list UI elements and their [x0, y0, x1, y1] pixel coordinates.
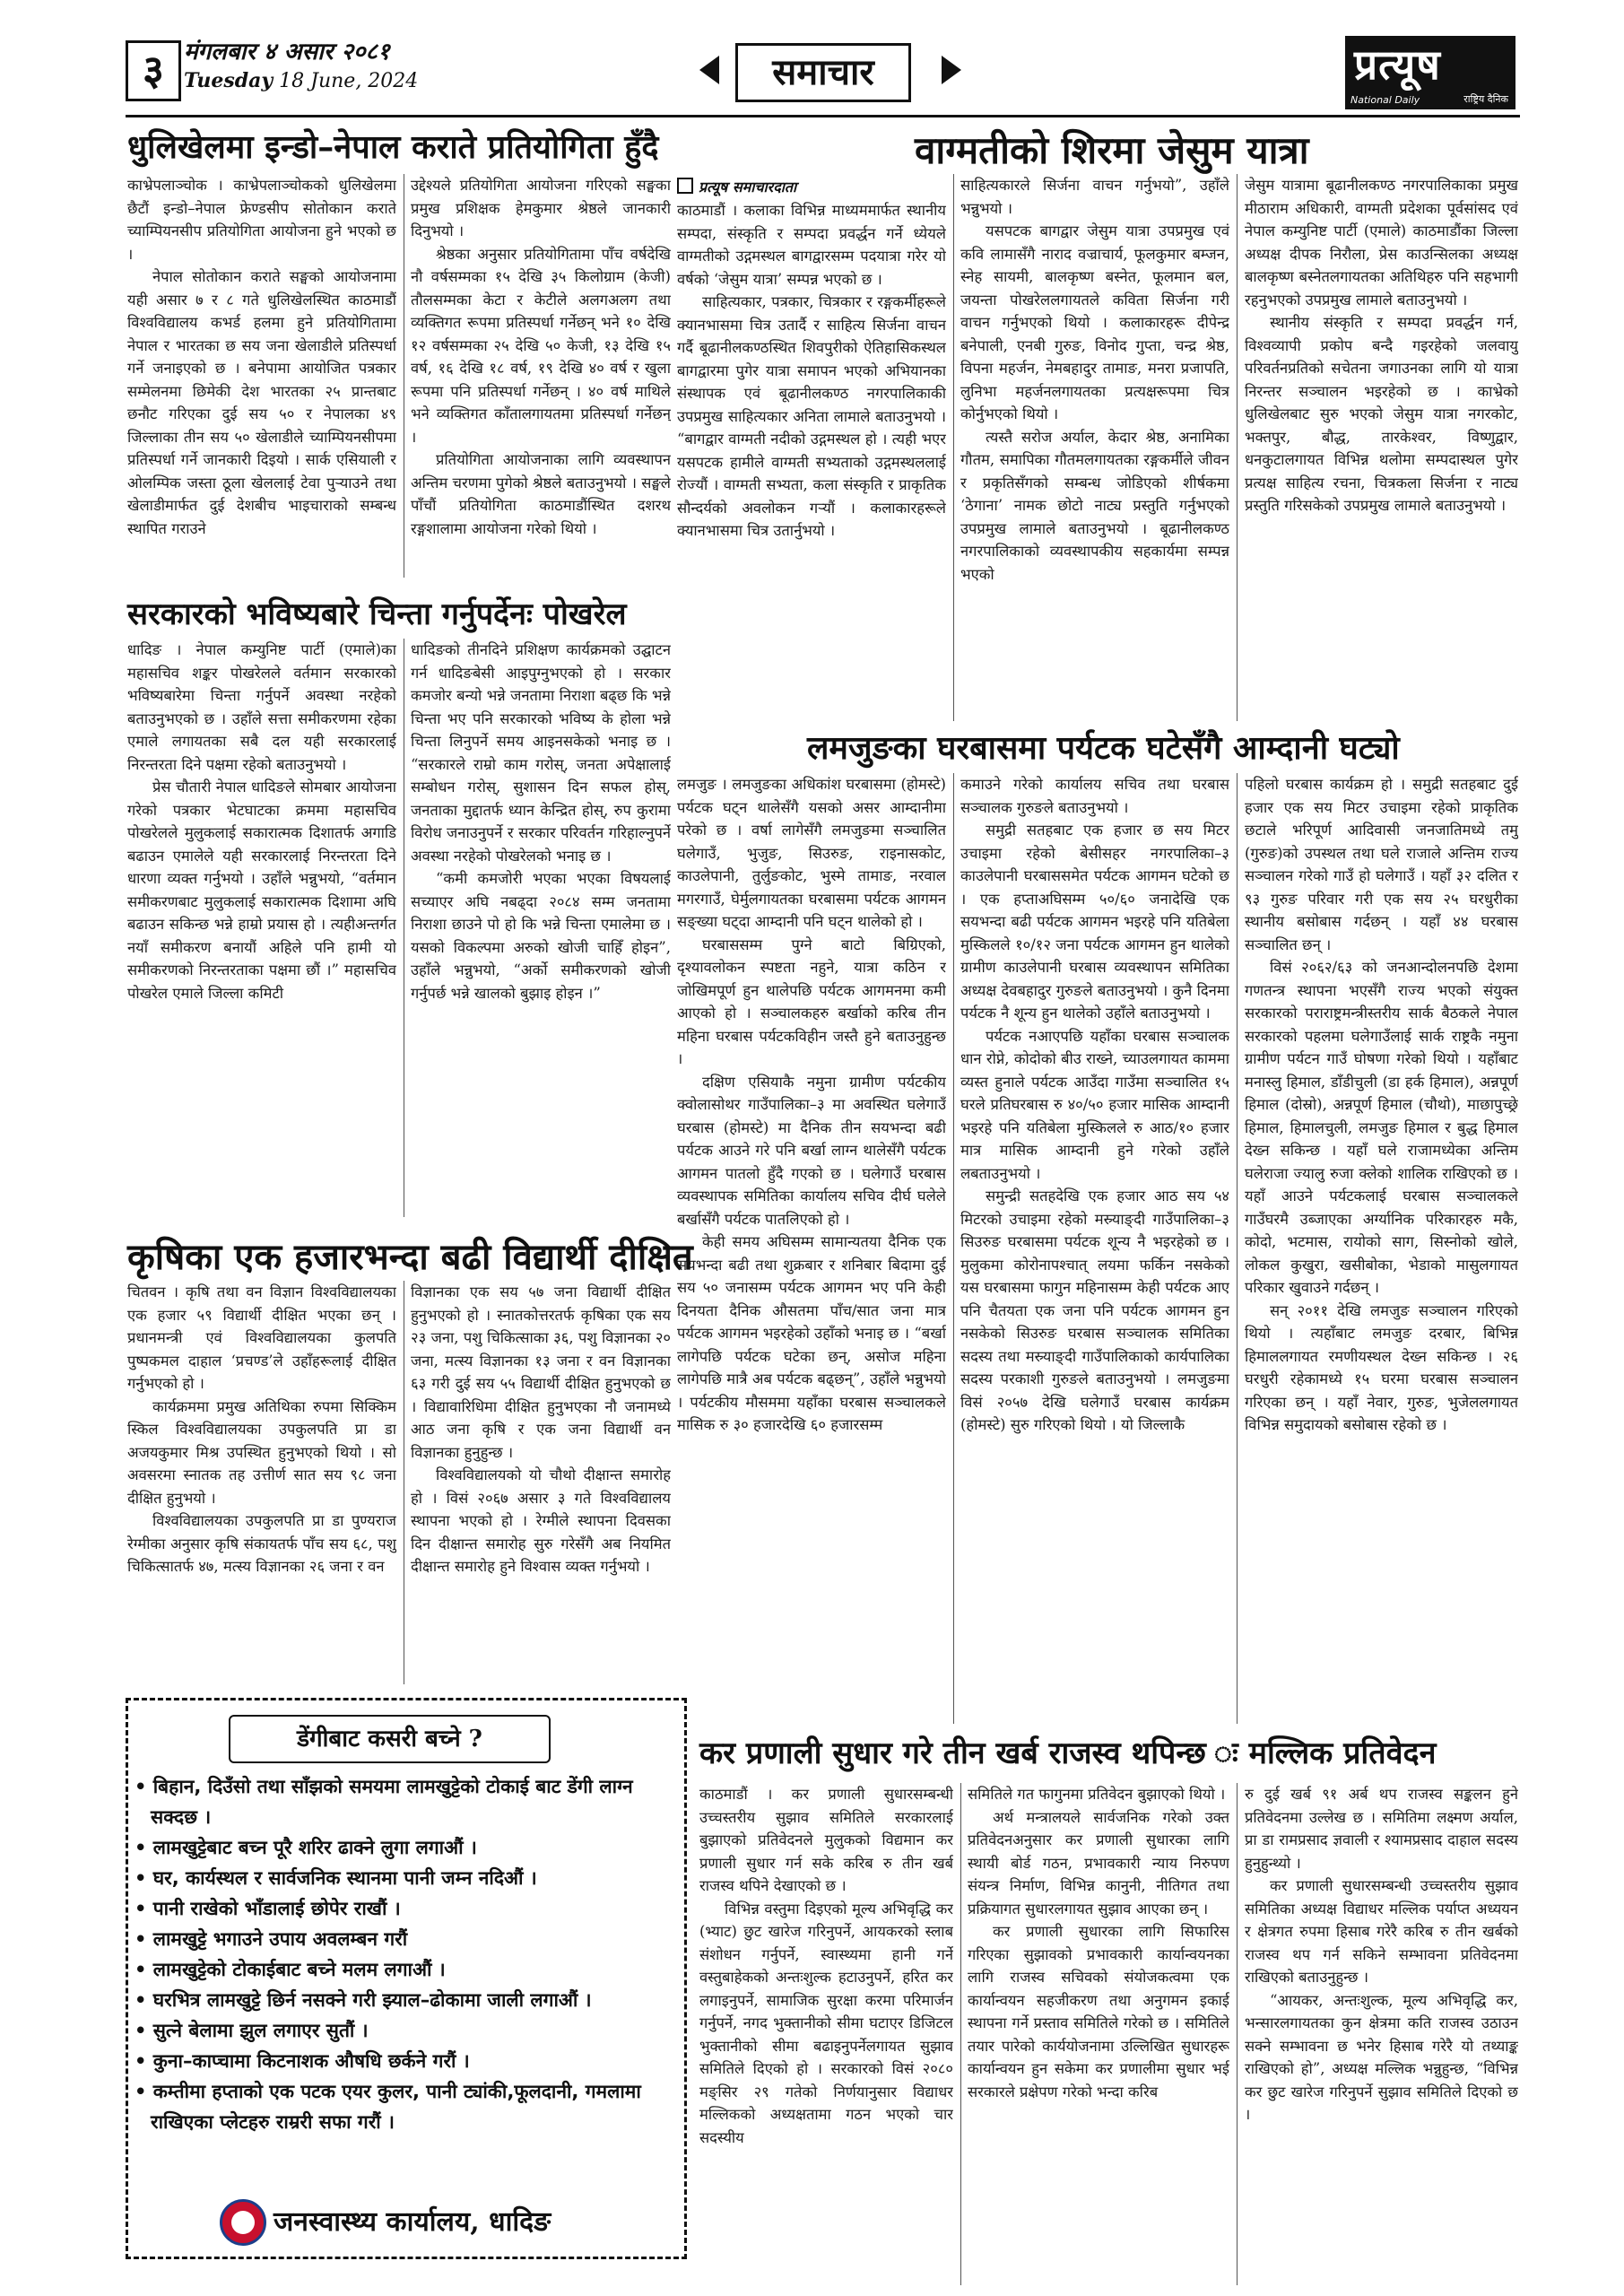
paragraph: विभिन्न वस्तुमा दिइएको मूल्य अभिवृद्धि कर (भ्याट) छुट खारेज गरिनुपर्ने, आयकरको स्लाब संशोधन गर्नुपर्ने, स्वास्थ्यमा हानी गर्ने वस्तुबाहेकको अन्तःशुल्क हटाउनुपर्ने, हरित कर लगाइनुपर्ने, सामाजिक सुरक्षा करमा परिमार्जन गर्नुपर्ने, नगद भुक्तानीको सीमा घटाएर डिजिटल भुक्तानीको सीमा बढाइनुपर्नेलगायत सुझाव समितिले दिएको हो । सरकारको विसं २०८० मङ्सिर २९ गतेको निर्णयानुसार विद्याधर मल्लिकको अध्यक्षतामा गठन भएको चार सदस्यीय	[699, 1900, 953, 2146]
column-divider	[1237, 773, 1238, 1724]
list-item: • कम्तीमा हप्ताको एक पटक एयर कुलर, पानी ट्यांकी,फूलदानी, गमलामा राखिएका प्लेटहरु राम्ररी सफा गरौं ।	[135, 2081, 641, 2133]
paragraph: नेपाल सोतोकान कराते सङ्घको आयोजनामा यही असार ७ र ८ गते धुलिखेलस्थित काठमाडौं विश्वविद्यालय कभर्ड हलमा हुने प्रतियोगितामा नेपाल र भारतका छ सय जना खेलाडीले प्रतिस्पर्धा गर्ने जनाइएको छ । बनेपामा आयोजित पत्रकार सम्मेलनमा छिमेकी देश भारतका २५ प्रान्तबाट छनौट गरिएका दुई सय ५० र नेपालका ४९ जिल्लाका तीन सय ५० खेलाडीले च्याम्पियनसीपमा प्रतिस्पर्धा गर्ने जानकारी दिइयो । सार्क एसियाली र ओलम्पिक जस्ता ठूला खेललाई टेवा पुऱ्याउने तथा खेलाडीमार्फत दुई देशबीच भाइचाराको सम्बन्ध स्थापित गराउने	[127, 268, 396, 537]
lamjung-col-3	[1245, 773, 1518, 1724]
column-divider	[1237, 174, 1238, 721]
header-rule	[126, 115, 1520, 117]
agri-col-2	[411, 1281, 671, 1684]
list-item: • बिहान, दिउँसो तथा साँझको समयमा लामखुट्टेको टोकाई बाट डेंगी लाग्न सक्दछ ।	[135, 1776, 633, 1828]
paragraph: कार्यक्रममा प्रमुख अतिथिका रुपमा सिक्किम स्किल विश्वविद्यालयका उपकुलपति प्रा डा अजयकुमार मिश्र उपस्थित हुनुभएको थियो । सो अवसरमा स्नातक तह उत्तीर्ण सात सय ९८ जना दीक्षित हुनुभयो ।	[127, 1397, 396, 1507]
paragraph: विज्ञानका एक सय ५७ जना विद्यार्थी दीक्षित हुनुभएको हो । स्नातकोत्तरतर्फ कृषिका एक सय २३ जना, पशु चिकित्साका ३६, पशु विज्ञानका २० जना, मत्स्य विज्ञानका १३ जना र वन विज्ञानका ६३ गरी दुई सय ५५ विद्यार्थी दीक्षित हुनुभएको छ । विद्यावारिधिमा दीक्षित हुनुभएका नौ जनामध्ये आठ जना कृषि र एक जना विद्यार्थी वन विज्ञानका हुनुहुन्छ ।	[411, 1283, 671, 1461]
column-divider	[960, 1783, 961, 2285]
date-english: 18 June, 2024	[279, 69, 419, 92]
section-title: समाचार	[735, 43, 911, 102]
paragraph: विसं २०६२/६३ को जनआन्दोलनपछि देशमा गणतन्त्र स्थापना भएसँगै राज्य भएको संयुक्त सरकारको पराराष्ट्रमन्त्रीस्तरीय सार्क बैठकले नेपाल सरकारको पहलमा घलेगाउँलाई सार्क राष्ट्रकै नमुना ग्रामीण पर्यटन गाउँ घोषणा गरेको थियो । यहाँबाट मनास्लु हिमाल, डाँडीचुली (डा हर्क हिमाल), अन्नपूर्ण हिमाल (दोस्रो), अन्नपूर्ण हिमाल (चौथो), माछापुच्छ्रे हिमाल, हिमालचुली, लमजुङ हिमाल र बुद्ध हिमाल देख्न सकिन्छ । यहाँ घले राजामध्येका अन्तिम घलेराजा ज्यालु रुजा क्लेको शालिक राखिएको छ । यहाँ आउने पर्यटकलाई घरबास सञ्चालकले गाउँघरमै उब्जाएका अर्ग्यानिक परिकारहरु मकै, कोदो, भटमास, रायोको साग, सिस्नोको खोले, लोकल कुखुरा, खसीबोका, भेडाको मासुलगायत परिकार खुवाउने गर्दछन् ।	[1245, 959, 1518, 1296]
pokharel-col-2	[411, 639, 671, 1217]
paragraph: लमजुङ । लमजुङका अधिकांश घरबासमा (होमस्टे) पर्यटक घट्न थालेसँगै यसको असर आम्दानीमा परेको छ । वर्षा लागेसँगै लमजुङमा सञ्चालित घलेगाउँ, भुजुङ, सिउरुङ, राइनासकोट, काउलेपानी, तुर्लुङकोट, भुस्मे तामाङ, नरवाल मगरगाउँ, घेर्मुलगायतका घरबासमा पर्यटक आगमन सङ्ख्या घट्दा आम्दानी पनि घट्न थालेको हो ।	[677, 776, 946, 930]
list-item: • लामखुट्टेको टोकाईबाट बच्ने मलम लगाऔं ।	[135, 1959, 446, 1980]
paragraph: काभ्रेपलाञ्चोक । काभ्रेपलाञ्चोकको धुलिखेलमा छैटौं इन्डो–नेपाल फ्रेण्डसीप सोतोकान कराते च्याम्पियनसीप प्रतियोगिता आयोजना हुने भएको छ ।	[127, 177, 396, 263]
paragraph: उद्देश्यले प्रतियोगिता आयोजना गरिएको सङ्घका प्रमुख प्रशिक्षक हेमकुमार श्रेष्ठले जानकारी दिनुभयो ।	[411, 177, 671, 239]
date-english-day: Tuesday	[184, 68, 274, 92]
headline-lamjung: लमजुङका घरबासमा पर्यटक घटेसँगै आम्दानी घट्यो	[807, 729, 1400, 767]
jesum-col-1	[677, 199, 946, 724]
paragraph: काठमाडौं । कर प्रणाली सुधारसम्बन्धी उच्चस्तरीय सुझाव समितिले सरकारलाई बुझाएको प्रतिवेदनले मुलुकको विद्यमान कर प्रणाली सुधार गर्न सके करिब रु तीन खर्ब राजस्व थपिने देखाएको छ ।	[699, 1786, 953, 1894]
paragraph: काठमाडौं । कलाका विभिन्न माध्यममार्फत स्थानीय सम्पदा, संस्कृति र सम्पदा प्रवर्द्धन गर्ने ध्येयले वाग्मतीको उद्गमस्थल बागद्वारसम्म पदयात्रा गरेर यो वर्षको ‘जेसुम यात्रा’ सम्पन्न भएको छ ।	[677, 202, 946, 288]
paragraph: प्रेस चौतारी नेपाल धादिङले सोमबार आयोजना गरेको पत्रकार भेटघाटका क्रममा महासचिव पोखरेलले मुलुकलाई सकारात्मक दिशातर्फ अगाडि बढाउन एमालेले यही सरकारलाई निरन्तरता दिने धारणा व्यक्त गर्नुभयो । उहाँले भन्नुभयो, “वर्तमान समीकरणबाट मुलुकलाई सकारात्मक दिशामा अघि बढाउन सकिन्छ भन्ने हाम्रो प्रयास हो । त्यहीअन्तर्गत नयाँ समीकरण बनायौं अहिले पनि हामी यो समीकरणको निरन्तरताका पक्षमा छौं ।” महासचिव पोखरेल एमाले जिल्ला कमिटी	[127, 778, 396, 1002]
list-item: • पानी राखेको भाँडालाई छोपेर राखौं ।	[135, 1898, 401, 1919]
paragraph: जेसुम यात्रामा बूढानीलकण्ठ नगरपालिकाका प्रमुख मीठाराम अधिकारी, वाग्मती प्रदेशका पूर्वसांसद एवं नेपाल कम्युनिष्ट पार्टी (एमाले) काठमाडौंका जिल्ला अध्यक्ष दीपक निरौला, प्रेस काउन्सिलका अध्यक्ष बालकृष्ण बस्नेतलगायतका अतिथिहरु पनि सहभागी रहनुभएको उपप्रमुख लामाले बताउनुभयो ।	[1245, 177, 1518, 309]
paragraph: धादिङ । नेपाल कम्युनिष्ट पार्टी (एमाले)का महासचिव शङ्कर पोखरेलले वर्तमान सरकारको भविष्यबारेमा चिन्ता गर्नुपर्ने अवस्था नरहेको बताउनुभएको छ । उहाँले सत्ता समीकरणमा रहेका एमाले लगायतका सबै दल यही सरकारलाई निरन्तरता दिने पक्षमा रहेको बताउनुभयो ।	[127, 641, 396, 773]
paragraph: साहित्यकार, पत्रकार, चित्रकार र रङ्गकर्मीहरूले क्यानभासमा चित्र उतार्दै र साहित्य सिर्जना वाचन गर्दै बूढानीलकण्ठस्थित शिवपुरीको ऐतिहासिकस्थल बागद्वारमा पुगेर यात्रा समापन भएको अभियानका संस्थापक एवं बूढानीलकण्ठ नगरपालिकाकी उपप्रमुख साहित्यकार अनिता लामाले बताउनुभयो । “बागद्वार वाग्मती नदीको उद्गमस्थल हो । त्यही भएर यसपटक हामीले वाग्मती सभ्यताको उद्गमस्थललाई रोज्यौं । वाग्मती सभ्यता, कला संस्कृति र प्राकृतिक सौन्दर्यको अवलोकन गऱ्यौं । कलाकारहरूले क्यानभासमा चित्र उतार्नुभयो ।	[677, 293, 946, 539]
paragraph: कर प्रणाली सुधारसम्बन्धी उच्चस्तरीय सुझाव समितिका अध्यक्ष विद्याधर मल्लिक पर्याप्त अध्ययन र क्षेत्रगत रुपमा हिसाब गरेरै करिब रु तीन खर्बको राजस्व थप गर्न सकिने सम्भावना प्रतिवेदनमा राखिएको बताउनुहुन्छ ।	[1245, 1877, 1518, 1986]
karate-col-1	[127, 174, 396, 578]
paragraph: समुन्द्री सतहदेखि एक हजार आठ सय ५४ मिटरको उचाइमा रहेको मस्र्याङ्दी गाउँपालिका–३ सिउरुङ घरबासमा पर्यटक शून्य नै भइरहेको छ । मुलुकमा कोरोनापश्चात् लयमा फर्किन नसकेको यस घरबासमा फागुन महिनासम्म केही पर्यटक आए पनि चैतयता एक जना पनि पर्यटक आगमन हुन नसकेको सिउरुङ घरबास सञ्चालक समितिका सदस्य तथा मस्र्याङ्दी गाउँपालिकाको कार्यपालिका सदस्य परकाशी गुरुङले बताउनुभयो । लमजुङमा विसं २०५७ देखि घलेगाउँ घरबास कार्यक्रम (होमस्टे) सुरु गरिएको थियो । यो जिल्लाकै	[960, 1187, 1229, 1433]
jesum-col-3	[1245, 174, 1518, 721]
dengue-title: डेंगीबाट कसरी बच्ने ?	[229, 1715, 551, 1763]
paragraph: समुद्री सतहबाट एक हजार छ सय मिटर उचाइमा रहेको बेसीसहर नगरपालिका–३ काउलेपानी घरबाससमेत पर्यटक आगमन घटेको छ । एक हप्ताअघिसम्म ५०/६० जनादेखि एक सयभन्दा बढी पर्यटक आगमन भइरहे पनि यतिबेला मुस्किलले १०/१२ जना पर्यटक आगमन हुन थालेको ग्रामीण काउलेपानी घरबास व्यवस्थापन समितिका अध्यक्ष देवबहादुर गुरुङले बताउनुभयो । कुनै दिनमा पर्यटक नै शून्य हुन थालेको उहाँले बताउनुभयो ।	[960, 822, 1229, 1022]
list-item: • लामखुट्टे भगाउने उपाय अवलम्बन गरौं	[135, 1928, 408, 1950]
list-item: • घरभित्र लामखुट्टे छिर्न नसक्ने गरी झ्याल–ढोकामा जाली लगाऔं ।	[135, 1989, 592, 2011]
column-divider	[1237, 1783, 1238, 2285]
newspaper-logo	[1345, 36, 1515, 109]
logo-text: प्रत्यूष	[1354, 40, 1441, 89]
paragraph: कमाउने गरेको कार्यालय सचिव तथा घरबास सञ्चालक गुरुङले बताउनुभयो ।	[960, 776, 1229, 816]
logo-sub-english: National Daily	[1350, 94, 1420, 106]
dengue-list	[135, 1771, 673, 2137]
list-item: • घर, कार्यस्थल र सार्वजनिक स्थानमा पानी जम्न नदिऔं ।	[135, 1867, 537, 1889]
paragraph: स्थानीय संस्कृति र सम्पदा प्रवर्द्धन गर्न, विश्वव्यापी प्रकोप बन्दै गइरहेको जलवायु परिवर्तनप्रतिको सचेतना जगाउनका लागि यो यात्रा निरन्तर सञ्चालन भइरहेको छ । काभ्रेको धुलिखेलबाट सुरु भएको जेसुम यात्रा नगरकोट, भक्तपुर, बौद्ध, तारकेश्वर, विष्णुद्वार, धनकुटालगायत विभिन्न थलोमा सम्पदास्थल पुगेर प्रत्यक्ष साहित्य रचना, चित्रकला सिर्जना र नाट्य प्रस्तुति गरिसकेको उपप्रमुख लामाले बताउनुभयो ।	[1245, 314, 1518, 514]
paragraph: चितवन । कृषि तथा वन विज्ञान विश्वविद्यालयका एक हजार ५९ विद्यार्थी दीक्षित भएका छन् । प्रधानमन्त्री एवं विश्वविद्यालयका कुलपति पुष्पकमल दाहाल ‘प्रचण्ड’ले उहाँहरूलाई दीक्षित गर्नुभएको हो ।	[127, 1283, 396, 1392]
karate-col-2	[411, 174, 671, 578]
paragraph: पहिलो घरबास कार्यक्रम हो । समुद्री सतहबाट दुई हजार एक सय मिटर उचाइमा रहेको प्राकृतिक छटाले भरिपूर्ण आदिवासी जनजातिमध्ये तमु (गुरुङ)को उपस्थल तथा घले राजाले अन्तिम राज्य सञ्चालन गरेको गाउँ हो घलेगाउँ । यहाँ ३२ दलित र ९३ गुरुङ परिवार गरी एक सय २५ घरधुरीका स्थानीय बसोबास गर्दछन् । यहाँ ४४ घरबास सञ्चालित छन् ।	[1245, 776, 1518, 953]
paragraph: यसपटक बागद्वार जेसुम यात्रा उपप्रमुख एवं कवि लामासँगै नाराद वज्राचार्य, फूलकुमार बम्जन, स्नेह सायमी, बालकृष्ण बस्नेत, फूलमान बल, जयन्ता पोखरेललगायतले कविता सिर्जना गरी वाचन गर्नुभएको थियो । कलाकारहरू दीपेन्द्र बनेपाली, एनबी गुरुङ, विनोद गुप्ता, चन्द्र श्रेष्ठ, विपना महर्जन, नेमबहादुर तामाङ, मनरा प्रजापति, लुनिभा महर्जनलगायतका प्रत्यक्षरूपमा चित्र कोर्नुभएको थियो ।	[960, 222, 1229, 422]
paragraph: अर्थ मन्त्रालयले सार्वजनिक गरेको उक्त प्रतिवेदनअनुसार कर प्रणाली सुधारका लागि स्थायी बोर्ड गठन, प्रभावकारी न्याय निरुपण संयन्त्र निर्माण, विभिन्न कानुनी, नीतिगत तथा प्रक्रियागत सुधारलगायत सुझाव आएका छन् ।	[968, 1808, 1229, 1918]
paragraph: श्रेष्ठका अनुसार प्रतियोगितामा पाँच वर्षदेखि नौ वर्षसम्मका १५ देखि ३५ किलोग्राम (केजी) तौलसम्मका केटा र केटीले अलगअलग तथा व्यक्तिगत रूपमा प्रतिस्पर्धा गर्नेछन् भने १० देखि १२ वर्षसम्मका २५ देखि ५० केजी, १३ देखि १५ वर्ष, १६ देखि १८ वर्ष, १९ देखि ४० वर्ष र खुला रूपमा पनि प्रतिस्पर्धा गर्नेछन् । ४० वर्ष माथिले भने व्यक्तिगत काँतालगायतमा प्रतिस्पर्धा गर्नेछन् ।	[411, 245, 671, 446]
paragraph: धादिङको तीनदिने प्रशिक्षण कार्यक्रमको उद्घाटन गर्न धादिङबेसी आइपुग्नुभएको हो । सरकार कमजोर बन्यो भन्ने जनतामा निराशा बढ्छ कि भन्ने चिन्ता भए पनि सरकारको भविष्य के होला भन्ने चिन्ता लिनुपर्ने समय आइनसकेको भनाइ छ । “सरकारले राम्रो काम गरोस्, जनता अपेक्षालाई सम्बोधन गरोस्, सुशासन दिन सफल होस्, जनताका मुद्दातर्फ ध्यान केन्द्रित होस्, रुप कुरामा विरोध जनाउनुपर्ने र सरकार परिवर्तन गरिहाल्नुपर्ने अवस्था नरहेको पोखरेलको भनाइ छ ।	[411, 641, 671, 865]
headline-agri: कृषिका एक हजारभन्दा बढी विद्यार्थी दीक्षित	[127, 1236, 693, 1278]
office-name: जनस्वास्थ्य कार्यालय, धादिङ	[274, 2206, 551, 2238]
tax-col-3	[1245, 1783, 1518, 2285]
headline-pokharel: सरकारको भविष्यबारे चिन्ता गर्नुपर्देनः पोखरेल	[127, 596, 627, 632]
headline-jesum: वाग्मतीको शिरमा जेसुम यात्रा	[915, 128, 1309, 172]
pokharel-col-1	[127, 639, 396, 1217]
logo-sub-nepali: राष्ट्रिय दैनिक	[1463, 93, 1508, 105]
paragraph: पर्यटक नआएपछि यहाँका घरबास सञ्चालक धान रोप्ने, कोदोको बीउ राख्ने, च्याउलगायत काममा व्यस्त हुनाले पर्यटक आउँदा गाउँमा सञ्चालित १५ घरले प्रतिघरबास रु ४०/५० हजार मासिक आम्दानी भइरहे पनि यतिबेला मुस्किलले रु आठ/१० हजार मात्र मासिक आम्दानी हुने गरेको उहाँले लबताउनुभयो ।	[960, 1027, 1229, 1182]
paragraph: केही समय अघिसम्म सामान्यतया दैनिक एक सयभन्दा बढी तथा शुक्रबार र शनिबार बिदामा दुई सय ५० जनासम्म पर्यटक आगमन भए पनि केही दिनयता दैनिक औसतमा पाँच/सात जना मात्र पर्यटक आगमन भइरहेको उहाँको भनाइ छ । “बर्खा लागेपछि पर्यटक घटेका छन्, असोज महिना लागेपछि मात्रै अब पर्यटक बढ्छन्”, उहाँले भन्नुभयो । पर्यटकीय मौसममा यहाँका घरबास सञ्चालकले मासिक रु ३० हजारदेखि ६० हजारसम्म	[677, 1233, 946, 1433]
paragraph: घरबाससम्म पुग्ने बाटो बिग्रिएको, दृश्यावलोकन स्पष्टता नहुने, यात्रा कठिन र जोखिमपूर्ण हुन थालेपछि पर्यटक आगमनमा कमी आएको हो । सञ्चालकहरु बर्खाको करिब तीन महिना घरबास पर्यटकविहीन जस्तै हुने बताउनुहुन्छ ।	[677, 935, 946, 1067]
paragraph: विश्वविद्यालयका उपकुलपति प्रा डा पुण्यराज रेग्मीका अनुसार कृषि संकायतर्फ पाँच सय ६८, पशु चिकित्सातर्फ ४७, मत्स्य विज्ञानका २६ जना र वन	[127, 1512, 396, 1575]
paragraph: दक्षिण एसियाकै नमुना ग्रामीण पर्यटकीय क्वोलासोथर गाउँपालिका–३ मा अवस्थित घलेगाउँ घरबास (होमस्टे) मा दैनिक तीन सयभन्दा बढी पर्यटक आउने गरे पनि बर्खा लाग्न थालेसँगै पर्यटक आगमन पातलो हुँदै गएको छ । घलेगाउँ घरबास व्यवस्थापक समितिका कार्यालय सचिव दीर्घ घलेले बर्खासँगै पर्यटक पातलिएको हो ।	[677, 1073, 946, 1228]
headline-karate: धुलिखेलमा इन्डो–नेपाल कराते प्रतियोगिता हुँदै	[127, 128, 659, 166]
paragraph: त्यस्तै सरोज अर्याल, केदार श्रेष्ठ, अनामिका गौतम, समापिका गौतमलगायतका रङ्गकर्मीले जीवन र प्रकृतिसँगको सम्बन्ध जोडिएको शीर्षकमा ‘ठेगाना’ नामक छोटो नाट्य प्रस्तुति गर्नुभएको उपप्रमुख लामाले बताउनुभयो । बूढानीलकण्ठ नगरपालिकाको व्यवस्थापकीय सहकार्यमा सम्पन्न भएको	[960, 428, 1229, 583]
triangle-right-icon	[942, 56, 961, 84]
paragraph: “आयकर, अन्तःशुल्क, मूल्य अभिवृद्धि कर, भन्सारलगायतका कुन क्षेत्रमा कति राजस्व उठाउन सक्ने सम्भावना छ भनेर हिसाब गरेरै यो तथ्याङ्क राखिएको हो”, अध्यक्ष मल्लिक भन्नुहुन्छ, “विभिन्न कर छुट खारेज गरिनुपर्ने सुझाव समितिले दिएको छ ।	[1245, 1991, 1518, 2123]
paragraph: “कमी कमजोरी भएका भएका विषयलाई सच्याएर अघि नबढ्दा २०८४ सम्म जनतामा निराशा छाउने पो हो कि भन्ने चिन्ता एमालेमा छ । यसको विकल्पमा अरुको खोजी चाहिँ होइन”, उहाँले भन्नुभयो, “अर्को समीकरणको खोजी गर्नुपर्छ भन्ने खालको बुझाइ होइन ।”	[411, 870, 671, 1002]
triangle-left-icon	[699, 56, 719, 84]
date-block	[184, 38, 418, 94]
headline-tax: कर प्रणाली सुधार गरे तीन खर्ब राजस्व थपिन्छ ः मल्लिक प्रतिवेदन	[699, 1735, 1437, 1771]
column-divider	[953, 773, 954, 1724]
agri-col-1	[127, 1281, 396, 1684]
lamjung-col-2	[960, 773, 1229, 1724]
byline	[677, 177, 796, 196]
government-emblem-icon	[220, 2199, 266, 2246]
byline-text: प्रत्यूष समाचारदाता	[699, 178, 797, 196]
column-divider	[953, 174, 954, 721]
date-nepali: मंगलबार ४ असार २०८१	[184, 39, 390, 65]
page-number: ३	[126, 40, 181, 101]
date-english-line	[184, 68, 418, 95]
list-item: • कुना–काप्चामा किटनाशक औषधि छर्कने गरौं ।	[135, 2050, 470, 2072]
paragraph: साहित्यकारले सिर्जना वाचन गर्नुभयो”, उहाँले भन्नुभयो ।	[960, 177, 1229, 217]
paragraph: समितिले गत फागुनमा प्रतिवेदन बुझाएको थियो ।	[968, 1786, 1226, 1803]
paragraph: कर प्रणाली सुधारका लागि सिफारिस गरिएका सुझावको प्रभावकारी कार्यान्वयनका लागि राजस्व सचिवको संयोजकत्वमा एक कार्यान्वयन सहजीकरण तथा अनुगमन इकाई स्थापना गर्ने प्रस्ताव समितिले गरेको छ । समितिले तयार पारेको कार्ययोजनामा उल्लिखित सुधारहरू कार्यान्वयन हुन सकेमा कर प्रणालीमा सुधार भई सरकारले प्रक्षेपण गरेको भन्दा करिब	[968, 1923, 1229, 2100]
jesum-col-2	[960, 174, 1229, 721]
paragraph: सन् २०११ देखि लमजुङ सञ्चालन गरिएको थियो । त्यहाँबाट लमजुङ दरबार, बिभिन्न हिमाललगायत रमणीयस्थल देख्न सकिन्छ । २६ घरधुरी रहेकामध्ये १५ घरमा घरबास सञ्चालन गरिएका छन् । यहाँ नेवार, गुरुङ, भुजेललगायत विभिन्न समुदायको बसोबास रहेको छ ।	[1245, 1301, 1518, 1433]
list-item: • सुत्ने बेलामा झुल लगाएर सुतौं ।	[135, 2020, 369, 2041]
paragraph: विश्वविद्यालयको यो चौथो दीक्षान्त समारोह हो । विसं २०६७ असार ३ गते विश्वविद्यालय स्थापना भएको हो । रेग्मीले स्थापना दिवसका दिन दीक्षान्त समारोह सुरु गरेसँगै अब नियमित दीक्षान्त समारोह हुने विश्वास व्यक्त गर्नुभयो ।	[411, 1466, 671, 1575]
tax-col-1	[699, 1783, 953, 2285]
paragraph: प्रतियोगिता आयोजनाका लागि व्यवस्थापन अन्तिम चरणमा पुगेको श्रेष्ठले बताउनुभयो । सङ्घले पाँचौं प्रतियोगिता काठमाडौंस्थित दशरथ रङ्गशालामा आयोजना गरेको थियो ।	[411, 451, 671, 537]
byline-square-icon	[677, 178, 693, 194]
lamjung-col-1	[677, 773, 946, 1724]
tax-col-2	[968, 1783, 1229, 2285]
paragraph: रु दुई खर्ब ९१ अर्ब थप राजस्व सङ्कलन हुने प्रतिवेदनमा उल्लेख छ । समितिमा लक्ष्मण अर्याल, प्रा डा रामप्रसाद ज्ञवाली र श्यामप्रसाद दाहाल सदस्य हुनुहुन्थ्यो ।	[1245, 1786, 1518, 1872]
list-item: • लामखुट्टेबाट बच्न पूरै शरिर ढाक्ने लुगा लगाऔं ।	[135, 1837, 477, 1858]
